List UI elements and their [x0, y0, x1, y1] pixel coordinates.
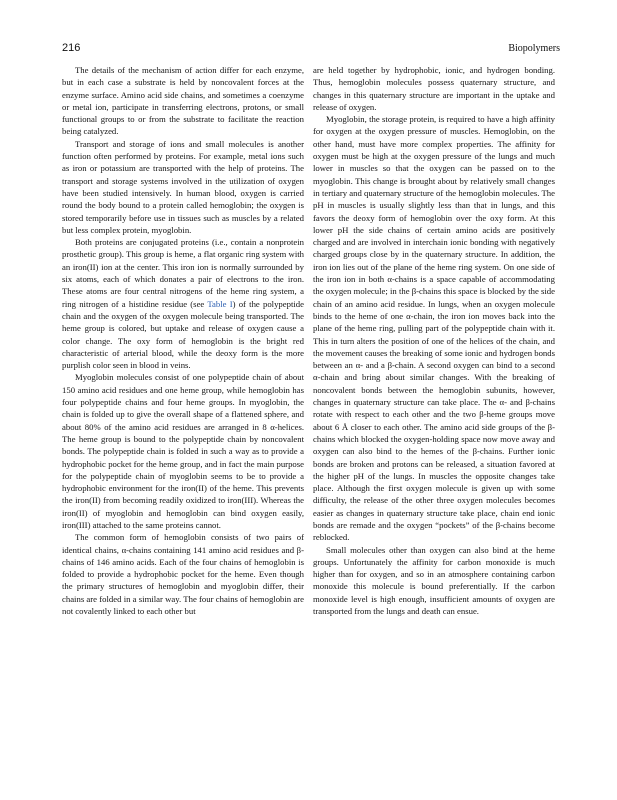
- left-paragraph-1: The details of the mechanism of action differ for each enzyme, but in each case a substrate is held by noncovalent forces at the enzyme surface. Amino acid side chains, and sometimes a coenzyme or metal ion, participate in transferring electrons, protons, or small functional groups to or from the substrate to facilitate the reaction being catalyzed.: [62, 65, 304, 137]
- left-paragraph-4: Myoglobin molecules consist of one polypeptide chain of about 150 amino acid residues and one heme group, while hemoglobin has four polypeptide chains and four heme groups. In myoglobin, the chain is folded up to give the overall shape of a flattened sphere, and about 80% of the amino acid residues are arranged in 8 α-helices. The heme group is bound to the polypeptide chain by noncovalent bonds. The polypeptide chain is folded in such a way as to provide a hydrophobic pocket for the heme group, and in fact the main purpose for the polypeptide chain of myoglobin seems to be to provide a hydrophobic environment for the iron(II) of the heme. This prevents the iron(II) from becoming readily oxidized to iron(III). Whereas the iron(II) of myoglobin and hemoglobin can bind oxygen easily, iron(III) attached to the same proteins cannot.: [62, 372, 304, 530]
- right-paragraph-3: Small molecules other than oxygen can also bind at the heme groups. Unfortunately the affinity for carbon monoxide is much higher than for oxygen, and so in an atmosphere containing carbon monoxide this molecule is bound preferentially. If the carbon monoxide level is high enough, insufficient amounts of oxygen are transported from the lungs and death can ensue.: [313, 544, 555, 617]
- left-column: [62, 64, 304, 617]
- right-paragraph-2: Myoglobin, the storage protein, is required to have a high affinity for oxygen at the oxygen pressure of muscles. Hemoglobin, on the other hand, must have more complex properties. The affinity for oxygen must be high at the oxygen pressure of the lungs and much lower in muscles so that the oxygen can be passed on to the myoglobin. This change is brought about by relatively small changes in tertiary and quaternary structure of the hemoglobin molecules. The pH in muscles is usually slightly less than that in lungs, and this favors the deoxy form of hemoglobin over the oxy form. At this lower pH the side chains of certain amino acids are positively charged and are involved in interchain ionic bonding with negatively charged groups close by in the quaternary structure. In addition, the iron ion lies out of the plane of the heme ring system. On one side of the iron ion in both α-chains is a space capable of accommodating the oxygen molecule; in the β-chains this space is blocked by the side chain of an amino acid residue. In lungs, when an oxygen molecule binds to the heme of one α-chain, the iron ion moves back into the plane of the heme ring, pulling part of the polypeptide chain with it. This in turn alters the position of one of the helices of the chain, and the movement causes the breaking of some ionic and hydrogen bonds between an α- and a β-chain. A second oxygen can bind to a second α-chain and bring about similar changes. With the breaking of noncovalent bonds between the hemoglobin subunits, however, changes in quaternary structure can take place. The α- and β-chains rotate with respect to each other and the two β-heme groups move about 6 Å closer to each other. The amino acid side groups of the β-chains which blocked the oxygen-holding space now move away and oxygen can also bind to the hemes of the β-chains. Further ionic bonds are broken and protons can be released, a situation favored at the higher pH of the lungs. In muscles the opposite changes take place. Although the first oxygen molecule is given up with some difficulty, the release of the other three oxygen molecules becomes easier as changes in quaternary structure take place, chain end ionic bonds are remade and the oxygen “pockets” of the β-chains become reblocked.: [313, 114, 555, 543]
- left-paragraph-3: [62, 236, 304, 371]
- right-paragraph-1: are held together by hydrophobic, ionic, and hydrogen bonding. Thus, hemoglobin molecules possess quaternary structure, and changes in this quaternary structure are important in the uptake and release of oxygen.: [313, 65, 555, 112]
- left-paragraph-2: Transport and storage of ions and small molecules is another function often performed by proteins. For example, metal ions such as iron or potassium are transported with the help of proteins. The transport and storage systems involved in the utilization of oxygen have been studied intensively. In human blood, oxygen is carried round the body bound to a protein called hemoglobin; the oxygen is stored temporarily before use in tissues such as muscles by a related but less complex protein, myoglobin.: [62, 138, 304, 235]
- right-column: [313, 64, 555, 617]
- table-reference-link[interactable]: Table I: [207, 298, 233, 309]
- running-head-journal-title: Biopolymers: [508, 43, 560, 54]
- paragraph-3-text-before-ref: Both proteins are conjugated proteins (i.e., contain a nonprotein prosthetic group). This group is heme, a flat organic ring system with an iron(II) ion at the center. This iron ion is normally surrounded by six atoms, each of which donates a pair of electrons to the iron. These atoms are four central nitrogens of the heme ring system, a ring nitrogen of a histidine residue (see: [62, 237, 304, 309]
- left-paragraph-5: The common form of hemoglobin consists of two pairs of identical chains, α-chains containing 141 amino acid residues and β-chains of 146 amino acids. Each of the four chains of hemoglobin is folded to provide a hydrophobic pocket for the heme. Even though the primary structures of hemoglobin and myoglobin differ, their chains are folded in a similar way. The four chains of hemoglobin are not covalently linked to each other but: [62, 532, 304, 617]
- paragraph-3-text-after-ref: ) of the polypeptide chain and the oxygen of the oxygen molecule being transported. The heme group is colored, but uptake and release of oxygen cause a color change. The oxy form of hemoglobin is the bright red characteristic of arterial blood, while the deoxy form is the more purplish color seen in blood in veins.: [62, 298, 304, 371]
- page-number: 216: [62, 42, 81, 54]
